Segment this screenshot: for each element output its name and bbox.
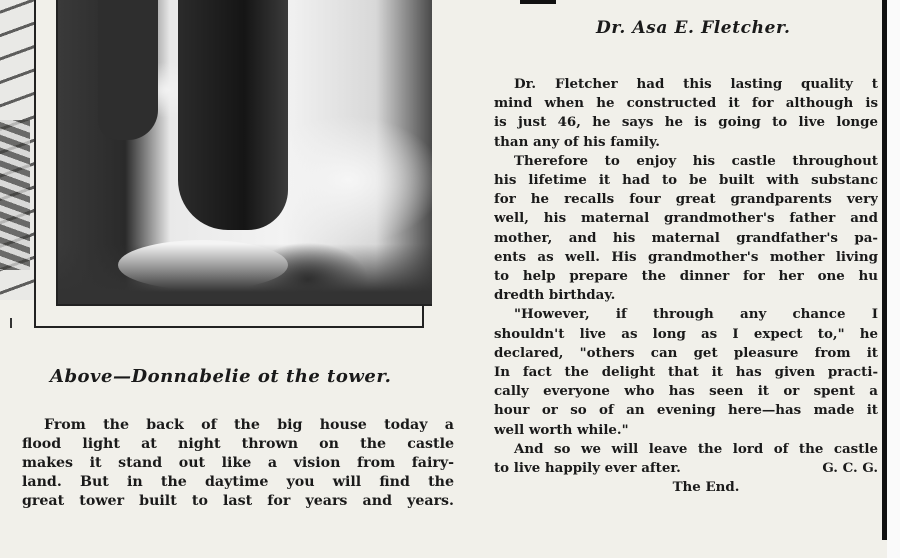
text-line: mind when he constructed it for although is	[494, 95, 878, 112]
text-line: ents as well. His grandmother's mother living	[494, 248, 878, 265]
the-end: The End.	[672, 479, 740, 496]
text-line: In fact the delight that it has given practi-	[494, 364, 878, 381]
margin-mark	[10, 318, 18, 328]
divider-rule	[520, 0, 556, 4]
text-line: shouldn't live as long as I expect to," he	[494, 325, 878, 342]
text-line: to help prepare the dinner for her one hu	[494, 268, 878, 285]
text-line: flood light at night thrown on the castle	[22, 436, 454, 452]
left-article-text	[22, 416, 454, 511]
text-line: Dr. Fletcher had this lasting quality t	[514, 76, 878, 92]
text-line: dredth birthday.	[494, 287, 616, 304]
text-line: "However, if through any chance I	[514, 306, 878, 323]
text-line: hour or so of an evening here—has made it	[494, 402, 878, 419]
byline: Dr. Asa E. Fletcher.	[596, 18, 791, 38]
text-line: well, his maternal grandmother's father and	[494, 210, 878, 227]
text-line: mother, and his maternal grandfather's pa-	[494, 229, 878, 246]
text-line: makes it stand out like a vision from fairy-	[22, 455, 454, 471]
text-line: than any of his family.	[494, 133, 660, 150]
text-line: From the back of the big house today a	[44, 417, 454, 433]
text-line-with-signature	[494, 459, 878, 478]
text-line: land. But in the daytime you will find the	[22, 474, 454, 490]
text-line: well worth while."	[494, 421, 629, 438]
foliage-illustration	[0, 0, 36, 300]
tower-photograph	[56, 0, 432, 306]
text-line: is just 46, he says he is going to live longe	[494, 114, 878, 131]
right-article-text	[494, 75, 878, 497]
text-line: cally everyone who has seen it or spent a	[494, 383, 878, 400]
page-edge	[887, 0, 900, 558]
photo-caption: Above—Donnabelie ot the tower.	[50, 366, 392, 387]
text-line: And so we will leave the lord of the castle	[514, 440, 878, 457]
text-line: Therefore to enjoy his castle throughout	[514, 152, 878, 169]
text-line: great tower built to last for years and years.	[22, 493, 454, 509]
author-initials: G. C. G.	[822, 460, 878, 477]
text-line: for he recalls four great grandparents very	[494, 191, 878, 208]
text-line: his lifetime it had to be built with substanc	[494, 172, 878, 189]
text-line: to live happily ever after.	[494, 460, 681, 477]
text-line: declared, "others can get pleasure from it	[494, 344, 878, 361]
